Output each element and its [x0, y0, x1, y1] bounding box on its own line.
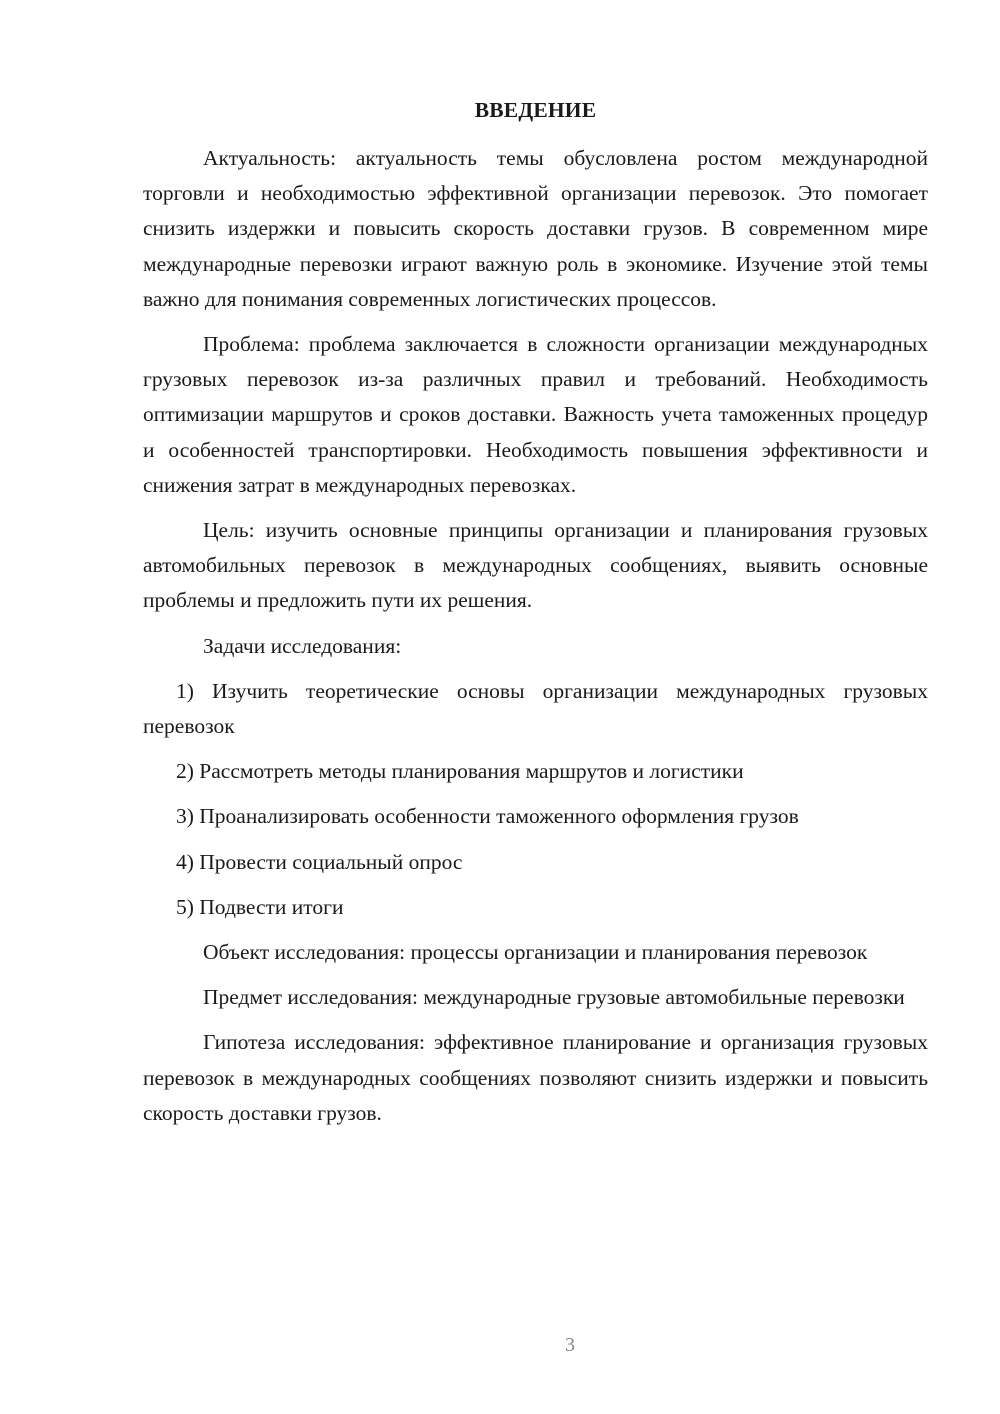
page-number: 3: [565, 1334, 575, 1356]
list-item: 4) Провести социальный опрос: [176, 849, 463, 874]
object-paragraph: Объект исследования: процессы организации и планирования перевозок: [203, 940, 868, 965]
list-item: 3) Проанализировать особенности таможенного оформления грузов: [176, 804, 799, 829]
list-item: 5) Подвести итоги: [176, 894, 344, 919]
page-title: ВВЕДЕНИЕ: [474, 98, 597, 122]
problem-paragraph: Проблема: проблема заключается в сложности организации международных грузовых перевозок из-за различных правил и требований. Необходимость оптимизации маршрутов и сроков доставки. Важность учета таможенных процедур и особенностей транспортировки. Необходимость повышения эффективности и снижения затрат в международных перевозках.: [143, 332, 928, 497]
relevance-paragraph: Актуальность: актуальность темы обусловлена ростом международной торговли и необходимостью эффективной организации перевозок. Это помогает снизить издержки и повысить скорость доставки грузов. В современном мире международные перевозки играют важную роль в экономике. Изучение этой темы важно для понимания современных логистических процессов.: [143, 146, 928, 311]
tasks-heading: Задачи исследования:: [203, 633, 402, 658]
goal-paragraph: Цель: изучить основные принципы организации и планирования грузовых автомобильных перевозок в международных сообщениях, выявить основные проблемы и предложить пути их решения.: [143, 518, 928, 613]
page-content: [143, 96, 928, 1141]
tasks-list: [143, 674, 928, 925]
list-item: 2) Рассмотреть методы планирования маршрутов и логистики: [176, 759, 744, 784]
list-item: 1) Изучить теоретические основы организации международных грузовых перевозок: [143, 678, 928, 739]
subject-paragraph: Предмет исследования: международные грузовые автомобильные перевозки: [203, 985, 905, 1010]
hypothesis-paragraph: Гипотеза исследования: эффективное планирование и организация грузовых перевозок в международных сообщениях позволяют снизить издержки и повысить скорость доставки грузов.: [143, 1030, 928, 1125]
